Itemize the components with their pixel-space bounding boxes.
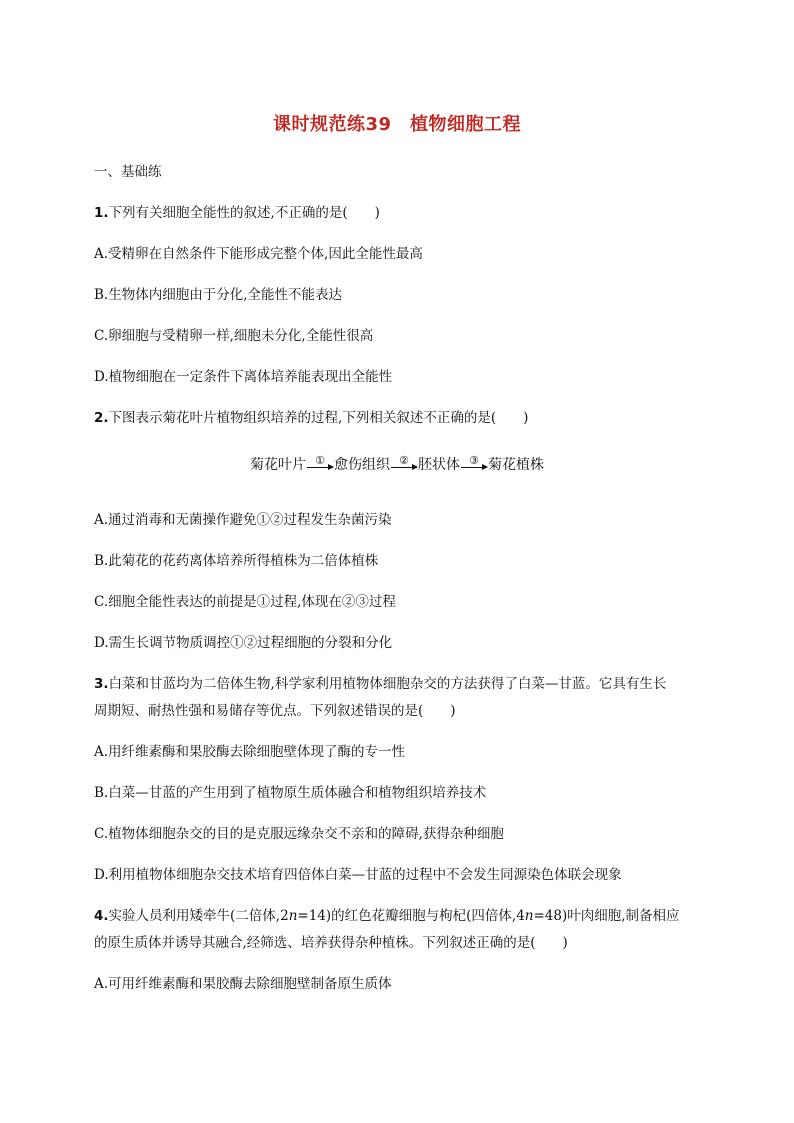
question-2-stem [94,408,528,428]
q4-option-a: A.可用纤维素酶和果胶酶去除细胞壁制备原生质体 [94,976,392,992]
diagram-node-callus: 愈伤组织 [334,457,390,473]
question-4-stem [94,906,680,926]
question-number: 3. [94,676,109,692]
step-label: ③ [469,454,479,467]
q3-option-b: B.白菜—甘蓝的产生用到了植物原生质体融合和植物组织培养技术 [94,785,487,801]
q1-option-d: D.植物细胞在一定条件下离体培养能表现出全能性 [94,369,393,385]
variable-n: n [524,908,534,924]
q1-option-c: C.卵细胞与受精卵一样,细胞未分化,全能性很高 [94,328,374,344]
q1-option-a: A.受精卵在自然条件下能形成完整个体,因此全能性最高 [94,246,423,262]
diagram-node-leaf: 菊花叶片 [250,457,306,473]
page-title: 课时规范练39 植物细胞工程 [272,114,522,135]
process-flow-diagram [0,455,794,475]
question-number: 1. [94,205,109,221]
question-4-stem-cont: 的原生质体并诱导其融合,经筛选、培养获得杂种植株。下列叙述正确的是( ) [94,935,568,951]
question-number: 4. [94,908,109,924]
q2-option-d: D.需生长调节物质调控①②过程细胞的分裂和分化 [94,635,393,651]
q2-option-a: A.通过消毒和无菌操作避免①②过程发生杂菌污染 [94,512,392,528]
diagram-arrow-1 [307,455,333,475]
diagram-node-plant: 菊花植株 [488,457,544,473]
question-text: =14)的红色花瓣细胞与枸杞(四倍体,4 [297,908,525,924]
question-number: 2. [94,410,109,426]
question-1-stem [94,203,380,223]
diagram-arrow-3 [461,455,487,475]
q3-option-a: A.用纤维素酶和果胶酶去除细胞壁体现了酶的专一性 [94,744,406,760]
diagram-node-embryoid: 胚状体 [418,457,460,473]
question-text: 白菜和甘蓝均为二倍体生物,科学家利用植物体细胞杂交的方法获得了白菜—甘蓝。它具有生长 [108,676,667,692]
question-text: 实验人员利用矮牵牛(二倍体,2 [108,908,289,924]
diagram-arrow-2 [391,455,417,475]
arrow-icon [391,467,417,468]
question-text: =48)叶肉细胞,制备相应 [533,908,680,924]
q2-option-b: B.此菊花的花药离体培养所得植株为二倍体植株 [94,553,379,569]
question-3-stem [94,674,666,694]
question-3-stem-cont: 周期短、耐热性强和易储存等优点。下列叙述错误的是( ) [94,703,456,719]
question-text: 下图表示菊花叶片植物组织培养的过程,下列相关叙述不正确的是( ) [108,410,529,426]
section-heading: 一、基础练 [94,164,162,180]
q2-option-c: C.细胞全能性表达的前提是①过程,体现在②③过程 [94,594,396,610]
variable-n: n [288,908,298,924]
step-label: ② [399,454,409,467]
q1-option-b: B.生物体内细胞由于分化,全能性不能表达 [94,287,343,303]
step-label: ① [315,454,325,467]
q3-option-c: C.植物体细胞杂交的目的是克服远缘杂交不亲和的障碍,获得杂种细胞 [94,826,504,842]
arrow-icon [461,467,487,468]
arrow-icon [307,467,333,468]
q3-option-d: D.利用植物体细胞杂交技术培育四倍体白菜—甘蓝的过程中不会发生同源染色体联会现象 [94,867,622,883]
question-text: 下列有关细胞全能性的叙述,不正确的是( ) [108,205,380,221]
